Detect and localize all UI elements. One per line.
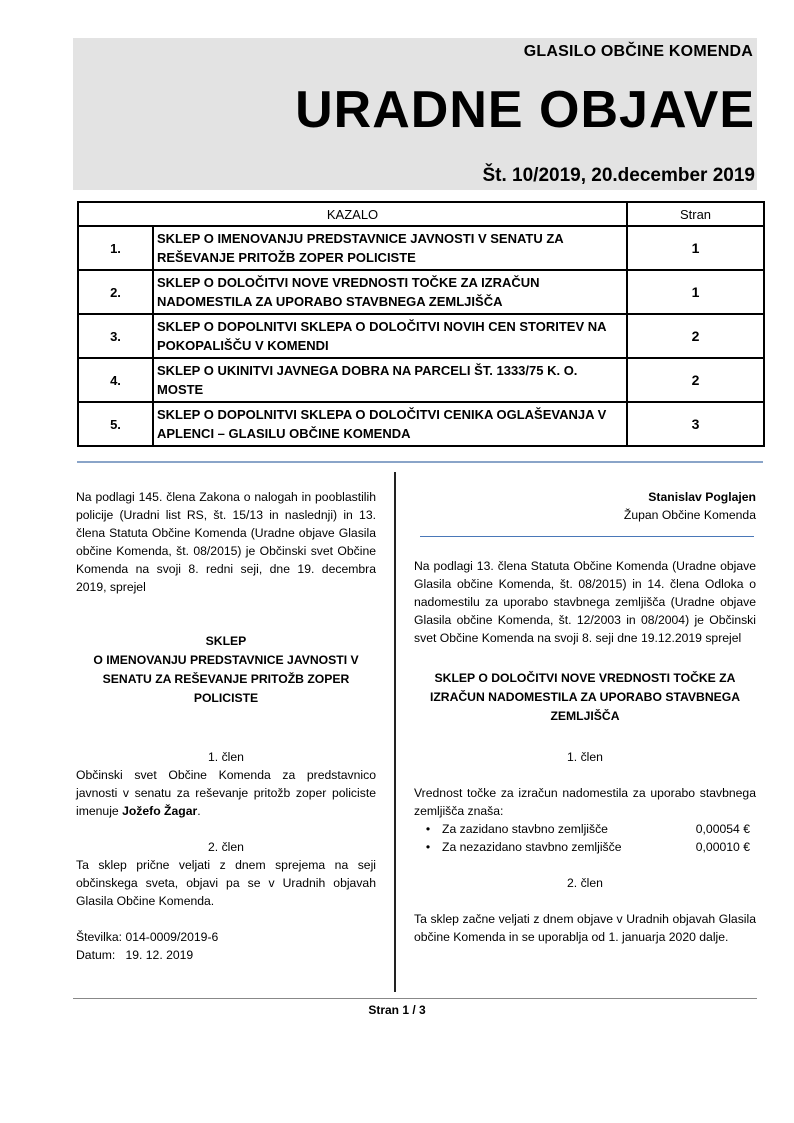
document-date: Datum: 19. 12. 2019	[76, 948, 194, 962]
toc-row[interactable]	[78, 402, 764, 446]
gazette-name: GLASILO OBČINE KOMENDA	[523, 43, 753, 60]
list-item	[414, 820, 756, 838]
toc-title-header: KAZALO	[78, 202, 627, 226]
toc-header-row	[78, 202, 764, 226]
article-1-label: 1. člen	[567, 750, 603, 764]
bullet-icon: •	[425, 840, 431, 854]
toc-page-number: 2	[627, 358, 764, 402]
toc-page-number: 2	[627, 314, 764, 358]
article-1-text: Vrednost točke za izračun nadomestila za uporabo stavbnega zemljišča znaša:	[414, 786, 756, 818]
bullet-icon: •	[425, 822, 431, 836]
footer-divider	[73, 998, 757, 999]
signer-name: Stanislav Poglajen	[648, 490, 756, 504]
article-2-text: Ta sklep začne veljati z dnem objave v Uradnih objavah Glasila občine Komenda in se uporablja od 1. januarja 2020 dalje.	[414, 912, 756, 944]
toc-number: 1.	[78, 226, 153, 270]
appointee-name: Jožefo Žagar	[122, 804, 198, 818]
signer-title: Župan Občine Komenda	[623, 508, 756, 522]
masthead	[73, 38, 757, 190]
toc-number: 3.	[78, 314, 153, 358]
list-item	[414, 838, 756, 856]
point-value: 0,00054 €	[695, 822, 750, 836]
decision-title: SKLEP O DOLOČITVI NOVE VREDNOSTI TOČKE ZA IZRAČUN NADOMESTILA ZA UPORABO STAVBNEGA ZEMLJIŠČA	[429, 671, 741, 723]
toc-row[interactable]	[78, 226, 764, 270]
issue-number-date: Št. 10/2019, 20.december 2019	[482, 165, 755, 186]
toc-row[interactable]	[78, 270, 764, 314]
toc-entry-title: SKLEP O DOPOLNITVI SKLEPA O DOLOČITVI CENIKA OGLAŠEVANJA V APLENCI – GLASILU OBČINE KOMENDA	[153, 402, 627, 446]
decision-label: SKLEP	[205, 634, 247, 648]
toc-row[interactable]	[78, 358, 764, 402]
article-1-label: 1. člen	[208, 750, 244, 764]
decision-title: O IMENOVANJU PREDSTAVNICE JAVNOSTI V SENATU ZA REŠEVANJE PRITOŽB ZOPER POLICISTE	[93, 653, 359, 705]
left-column	[76, 488, 376, 964]
page-number: Stran 1 / 3	[368, 1003, 426, 1017]
column-divider	[394, 472, 396, 992]
document-number: Številka: 014-0009/2019-6	[76, 930, 219, 944]
land-type-label: Za nezazidano stavbno zemljišče	[442, 840, 622, 854]
point-value: 0,00010 €	[695, 840, 750, 854]
toc-number: 4.	[78, 358, 153, 402]
toc-number: 5.	[78, 402, 153, 446]
toc-number: 2.	[78, 270, 153, 314]
section-divider	[77, 461, 763, 463]
right-column	[414, 488, 756, 946]
toc-row[interactable]	[78, 314, 764, 358]
article-2-label: 2. člen	[567, 876, 603, 890]
toc-entry-title: SKLEP O UKINITVI JAVNEGA DOBRA NA PARCELI ŠT. 1333/75 K. O. MOSTE	[153, 358, 627, 402]
legal-basis-paragraph: Na podlagi 145. člena Zakona o nalogah in pooblastilih policije (Uradni list RS, št. 15/13 in naslednji) in 13. člena Statuta Občine Komenda (Uradne objave Glasila občine Komenda, št. 08/2015) je Občinski svet Občine Komenda na svoji 8. redni seji, dne 19. decembra 2019, sprejel	[76, 490, 376, 594]
toc-entry-title: SKLEP O IMENOVANJU PREDSTAVNICE JAVNOSTI V SENATU ZA REŠEVANJE PRITOŽB ZOPER POLICISTE	[153, 226, 627, 270]
main-title: URADNE OBJAVE	[295, 81, 755, 139]
toc-entry-title: SKLEP O DOPOLNITVI SKLEPA O DOLOČITVI NOVIH CEN STORITEV NA POKOPALIŠČU V KOMENDI	[153, 314, 627, 358]
article-1-end: .	[197, 804, 201, 818]
article-1-text	[76, 766, 376, 820]
toc-page-number: 1	[627, 270, 764, 314]
legal-basis-paragraph: Na podlagi 13. člena Statuta Občine Komenda (Uradne objave Glasila občine Komenda, št. 08/2015) in 14. člena Odloka o nadomestilu za uporabo stavbnega zemljišča (Uradne objave Glasila občine Komenda, št. 12/2003 in 08/2004) je Občinski svet Občine Komenda na svoji 8. seji dne 19.12.2019 sprejel	[414, 559, 756, 645]
article-2-text: Ta sklep prične veljati z dnem sprejema na seji občinskega sveta, objavi pa se v Uradnih objavah Glasila Občine Komenda.	[76, 858, 376, 908]
toc-page-number: 1	[627, 226, 764, 270]
land-type-label: Za zazidano stavbno zemljišče	[442, 822, 608, 836]
toc-entry-title: SKLEP O DOLOČITVI NOVE VREDNOSTI TOČKE ZA IZRAČUN NADOMESTILA ZA UPORABO STAVBNEGA ZEMLJIŠČA	[153, 270, 627, 314]
toc-page-header: Stran	[627, 202, 764, 226]
article-1-body: Občinski svet Občine Komenda za predstavnico javnosti v senatu za reševanje pritožb zoper policiste imenuje	[76, 768, 376, 818]
article-2-label: 2. člen	[208, 840, 244, 854]
toc-page-number: 3	[627, 402, 764, 446]
table-of-contents	[77, 201, 765, 447]
